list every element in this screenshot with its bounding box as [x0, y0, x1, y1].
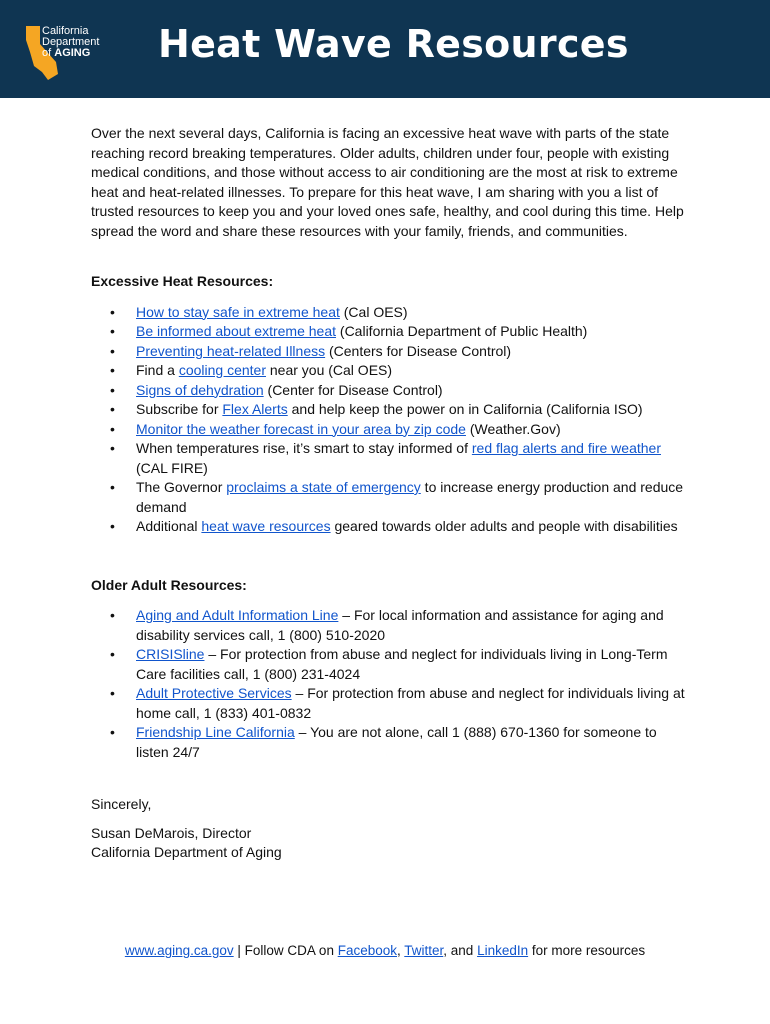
list-item [91, 400, 691, 420]
item-text-after: (Centers for Disease Control) [325, 342, 512, 359]
list-item [91, 361, 691, 381]
resource-link[interactable]: Be informed about extreme heat [136, 323, 337, 339]
resource-link[interactable]: red flag alerts and fire weather [471, 440, 661, 456]
item-text-after: (California Department of Public Health) [336, 323, 588, 339]
resource-link[interactable]: heat wave resources [201, 518, 331, 534]
list-item [91, 303, 691, 323]
list-item [91, 684, 691, 723]
logo-wordmark [42, 26, 99, 59]
item-text-before: Additional [136, 518, 202, 534]
older-adult-resources-list [91, 606, 691, 762]
item-text-after: (Weather.Gov) [465, 420, 561, 437]
resource-link[interactable]: How to stay safe in extreme heat [136, 303, 340, 320]
intro-paragraph: Over the next several days, California is facing an excessive heat wave with parts of the state reaching record breaking temperatures. Older adults, children under four, people with existing medical conditions, and those without access to air conditioning are the most at risk to extreme heat and heat-related illnesses. To prepare for this heat wave, I am sharing with you a list of trusted resources to keep you and your loved ones safe, healthy, and cool during this time. Help spread the word and share these resources with your family, friends, and communities. [91, 125, 684, 239]
item-text-after: – For local information and assistance for aging and disability services call, 1 (800) 510-2020 [136, 607, 664, 643]
item-text-after: – For protection from abuse and neglect for individuals living in Long-Term Care facilities call, 1 (800) 231-4024 [136, 646, 668, 682]
item-text-after: (CAL FIRE) [136, 459, 208, 476]
item-text-after: to increase energy production and reduce demand [136, 479, 684, 515]
item-text-after: near you (Cal OES) [265, 362, 393, 378]
list-item [91, 478, 691, 517]
list-item [91, 645, 691, 684]
footer [0, 943, 770, 958]
page-title: Heat Wave Resources [158, 22, 629, 66]
footer-text-2: , and [443, 943, 478, 958]
resource-link[interactable]: Preventing heat-related Illness [136, 342, 326, 359]
list-item [91, 420, 691, 440]
resource-link[interactable]: Aging and Adult Information Line [136, 607, 339, 623]
footer-text-1: | Follow CDA on [233, 943, 338, 958]
footer-sep: , [397, 943, 405, 958]
website-link[interactable]: www.aging.ca.gov [124, 943, 234, 958]
list-item [91, 439, 691, 478]
resource-link[interactable]: proclaims a state of emergency [226, 479, 421, 495]
list-item [91, 381, 691, 401]
resource-link[interactable]: Signs of dehydration [136, 381, 264, 398]
item-text-after: – You are not alone, call 1 (888) 670-1360 for someone to listen 24/7 [136, 724, 657, 760]
older-adult-resources-heading: Older Adult Resources: [91, 576, 247, 593]
letter-body [91, 124, 691, 863]
item-text-after: (Cal OES) [339, 303, 408, 320]
logo-line-3-aging: AGING [54, 47, 91, 59]
list-item [91, 322, 691, 342]
item-text-before: The Governor [136, 479, 227, 495]
resource-link[interactable]: Monitor the weather forecast in your area by zip code [136, 420, 466, 437]
linkedin-link[interactable]: LinkedIn [477, 943, 529, 958]
twitter-link[interactable]: Twitter [404, 943, 444, 958]
list-item [91, 517, 691, 537]
resource-link[interactable]: Flex Alerts [222, 401, 288, 417]
footer-text-3: for more resources [528, 943, 646, 958]
logo-line-3-of: of [42, 47, 52, 59]
item-text-before: Subscribe for [136, 401, 223, 417]
heat-resources-list [91, 303, 691, 537]
list-item [91, 342, 691, 362]
page-header [0, 0, 770, 98]
list-item [91, 606, 691, 645]
item-text-after: geared towards older adults and people with disabilities [330, 518, 678, 534]
item-text-before: Find a [136, 362, 179, 378]
closing: Sincerely, [91, 796, 152, 812]
signer-organization: California Department of Aging [91, 844, 282, 860]
item-text-after: – For protection from abuse and neglect for individuals living at home call, 1 (833) 401-0832 [136, 685, 685, 721]
logo-line-2: Department [42, 36, 100, 48]
logo-line-1: California [42, 25, 89, 37]
resource-link[interactable]: Friendship Line California [136, 724, 295, 740]
item-text-before: When temperatures rise, it’s smart to stay informed of [136, 440, 472, 456]
signer-name: Susan DeMarois, Director [91, 824, 252, 841]
resource-link[interactable]: CRISISline [136, 646, 205, 662]
item-text-after: (Center for Disease Control) [263, 381, 443, 398]
list-item [91, 723, 691, 762]
resource-link[interactable]: Adult Protective Services [136, 685, 292, 701]
resource-link[interactable]: cooling center [178, 362, 266, 378]
item-text-after: and help keep the power on in California (California ISO) [287, 401, 643, 417]
heat-resources-heading: Excessive Heat Resources: [91, 273, 274, 289]
facebook-link[interactable]: Facebook [337, 943, 397, 958]
